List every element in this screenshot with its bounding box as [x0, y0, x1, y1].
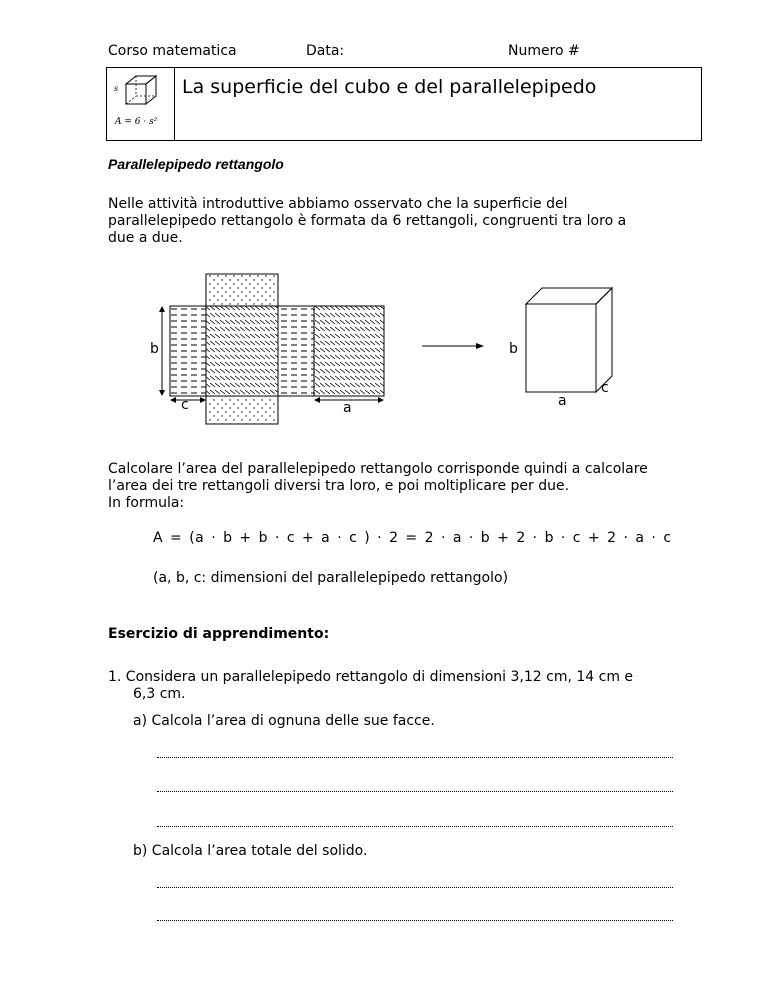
cube-side-label: s: [114, 84, 119, 93]
net-top-face: [206, 274, 278, 306]
intro-line-3: due a due.: [108, 230, 183, 246]
box-label-b: b: [509, 341, 518, 357]
net-label-b: b: [150, 341, 159, 357]
net-right-face: [278, 306, 314, 396]
answer-line[interactable]: [157, 757, 673, 759]
net-label-a: a: [343, 400, 352, 416]
explanation-line-3: In formula:: [108, 495, 185, 511]
net-front-face: [206, 306, 278, 396]
net-left-face: [170, 306, 206, 396]
answer-line[interactable]: [157, 887, 673, 889]
explanation-line-1: Calcolare l’area del parallelepipedo rettangolo corrisponde quindi a calcolare: [108, 461, 648, 477]
date-label: Data:: [306, 43, 345, 59]
intro-line-1: Nelle attività introduttive abbiamo osservato che la superficie del: [108, 196, 568, 212]
box-label-a: a: [558, 393, 567, 409]
box-side: [596, 288, 612, 392]
exercise-heading: Esercizio di apprendimento:: [108, 626, 330, 642]
answer-line[interactable]: [157, 791, 673, 793]
number-label: Numero #: [508, 43, 580, 59]
box-front: [526, 304, 596, 392]
cube-area-formula: A = 6 · s²: [115, 117, 158, 127]
answer-line[interactable]: [157, 920, 673, 922]
question-1b: b) Calcola l’area totale del solido.: [133, 843, 368, 859]
cube-icon: [120, 72, 168, 112]
page-title: La superficie del cubo e del parallelepipedo: [182, 76, 597, 98]
box-label-c: c: [601, 380, 609, 396]
net-label-c: c: [181, 397, 189, 413]
course-label: Corso matematica: [108, 43, 237, 59]
net-back-face: [314, 306, 384, 396]
answer-line[interactable]: [157, 826, 673, 828]
title-box-divider: [174, 68, 175, 140]
intro-line-2: parallelepipedo rettangolo è formata da 6 rettangoli, congruenti tra loro a: [108, 213, 627, 229]
net-bottom-face: [206, 396, 278, 424]
question-1-line-2: 6,3 cm.: [133, 686, 186, 702]
area-formula: A = (a · b + b · c + a · c ) · 2 = 2 · a · b + 2 · b · c + 2 · a · c: [153, 530, 672, 546]
explanation-line-2: l’area dei tre rettangoli diversi tra loro, e poi moltiplicare per due.: [108, 478, 570, 494]
question-1-line-1: 1. Considera un parallelepipedo rettangolo di dimensioni 3,12 cm, 14 cm e: [108, 669, 634, 685]
net-diagram: [140, 270, 620, 430]
question-1a: a) Calcola l’area di ognuna delle sue facce.: [133, 713, 435, 729]
section-heading: Parallelepipedo rettangolo: [108, 156, 284, 172]
dimensions-note: (a, b, c: dimensioni del parallelepipedo rettangolo): [153, 570, 509, 586]
